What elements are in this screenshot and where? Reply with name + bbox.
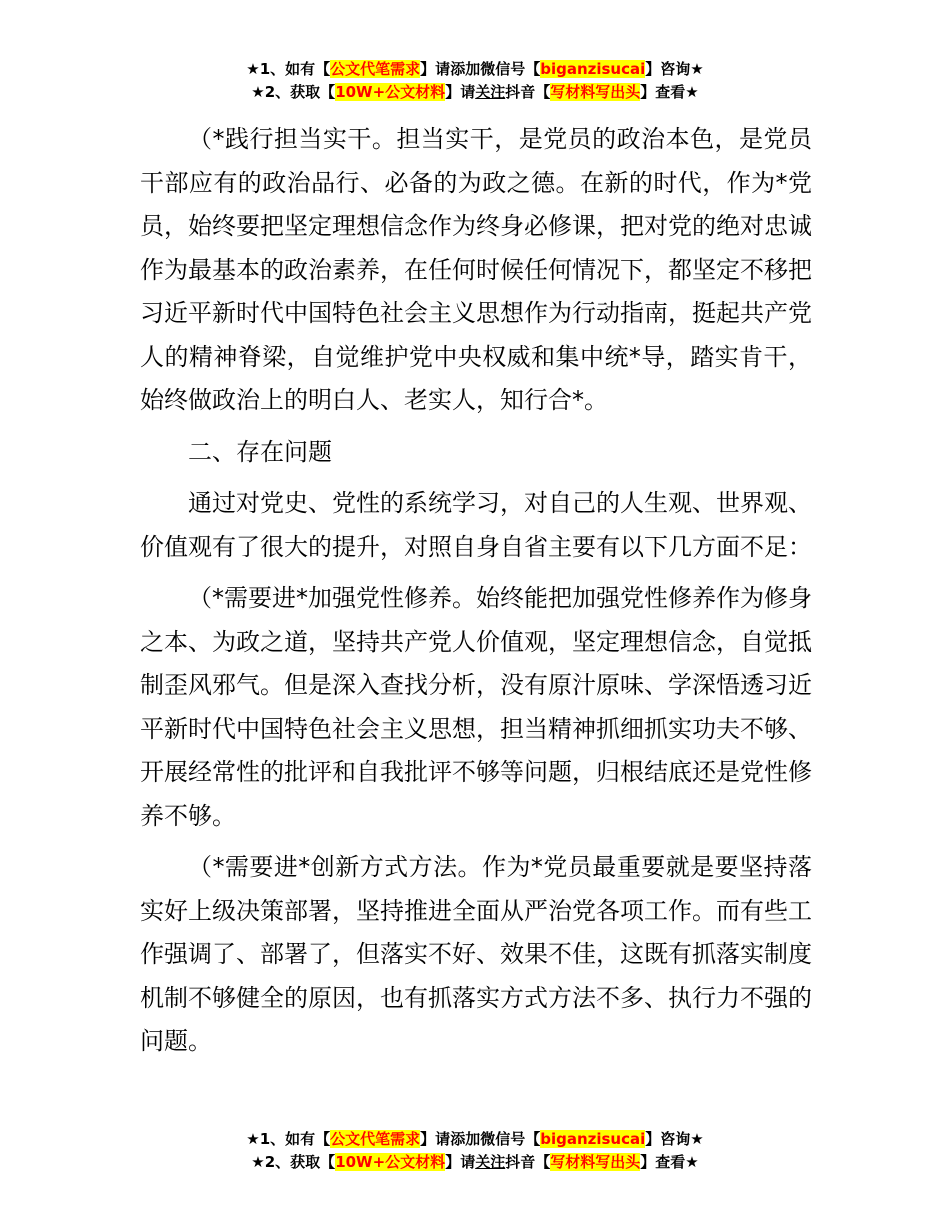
paragraph: （*需要进*创新方式方法。作为*党员最重要就是要坚持落实好上级决策部署，坚持推进全面从严治党各项工作。而有些工作强调了、部署了，但落实不好、效果不佳，这既有抓落实制度机制不够健全的原因，也有抓落实方式方法不多、执行力不强的问题。 (140, 853, 812, 1055)
banner-text: ★1、如有【 (246, 60, 331, 78)
banner-line-1 (0, 1128, 950, 1151)
banner-text: 微信号【 (480, 1130, 541, 1148)
banner-text: 抖音【 (505, 83, 551, 101)
banner-line-1 (0, 58, 950, 81)
header-banner (0, 58, 950, 104)
banner-emphasis: 添加 (450, 60, 481, 78)
banner-text: 】咨询★ (645, 1130, 704, 1148)
banner-text: 】咨询★ (645, 60, 704, 78)
section-heading: 二、存在问题 (188, 437, 332, 466)
banner-text: 】请 (420, 60, 451, 78)
banner-text: 】请 (445, 1153, 476, 1171)
banner-emphasis: 添加 (450, 1130, 481, 1148)
banner-text: 微信号【 (480, 60, 541, 78)
banner-text: ★2、获取【 (251, 1153, 336, 1171)
banner-text: ★1、如有【 (246, 1130, 331, 1148)
banner-highlight: 写材料写出头 (550, 83, 641, 101)
banner-text: ★2、获取【 (251, 83, 336, 101)
paragraph: （*践行担当实干。担当实干，是党员的政治本色，是党员干部应有的政治品行、必备的为政之德。在新的时代，作为*党员，始终要把坚定理想信念作为终身必修课，把对党的绝对忠诚作为最基本的政治素养，在任何时候任何情况下，都坚定不移把习近平新时代中国特色社会主义思想作为行动指南，挺起共产党人的精神脊梁，自觉维护党中央权威和集中统*导，踏实肯干，始终做政治上的明白人、老实人，知行合*。 (140, 125, 812, 414)
banner-emphasis: 关注 (475, 83, 506, 101)
banner-text: 】请 (420, 1130, 451, 1148)
banner-highlight: 10W+公文材料 (335, 1153, 446, 1171)
banner-line-2 (0, 1151, 950, 1174)
banner-text: 】查看★ (640, 83, 699, 101)
banner-highlight: biganzisucai (540, 60, 646, 78)
paragraph: 通过对党史、党性的系统学习，对自己的人生观、世界观、价值观有了很大的提升，对照自身自省主要有以下几方面不足： (140, 489, 812, 561)
document-body (140, 118, 812, 1072)
banner-line-2 (0, 81, 950, 104)
footer-banner (0, 1128, 950, 1174)
banner-text: 抖音【 (505, 1153, 551, 1171)
banner-highlight: 公文代笔需求 (330, 60, 421, 78)
banner-emphasis: 关注 (475, 1153, 506, 1171)
banner-highlight: 10W+公文材料 (335, 83, 446, 101)
banner-highlight: 写材料写出头 (550, 1153, 641, 1171)
paragraph: （*需要进*加强党性修养。始终能把加强党性修养作为修身之本、为政之道，坚持共产党人价值观，坚定理想信念，自觉抵制歪风邪气。但是深入查找分析，没有原汁原味、学深悟透习近平新时代中国特色社会主义思想，担当精神抓细抓实功夫不够、开展经常性的批评和自我批评不够等问题，归根结底还是党性修养不够。 (140, 584, 812, 830)
banner-highlight: 公文代笔需求 (330, 1130, 421, 1148)
banner-text: 】查看★ (640, 1153, 699, 1171)
banner-highlight: biganzisucai (540, 1130, 646, 1148)
banner-text: 】请 (445, 83, 476, 101)
